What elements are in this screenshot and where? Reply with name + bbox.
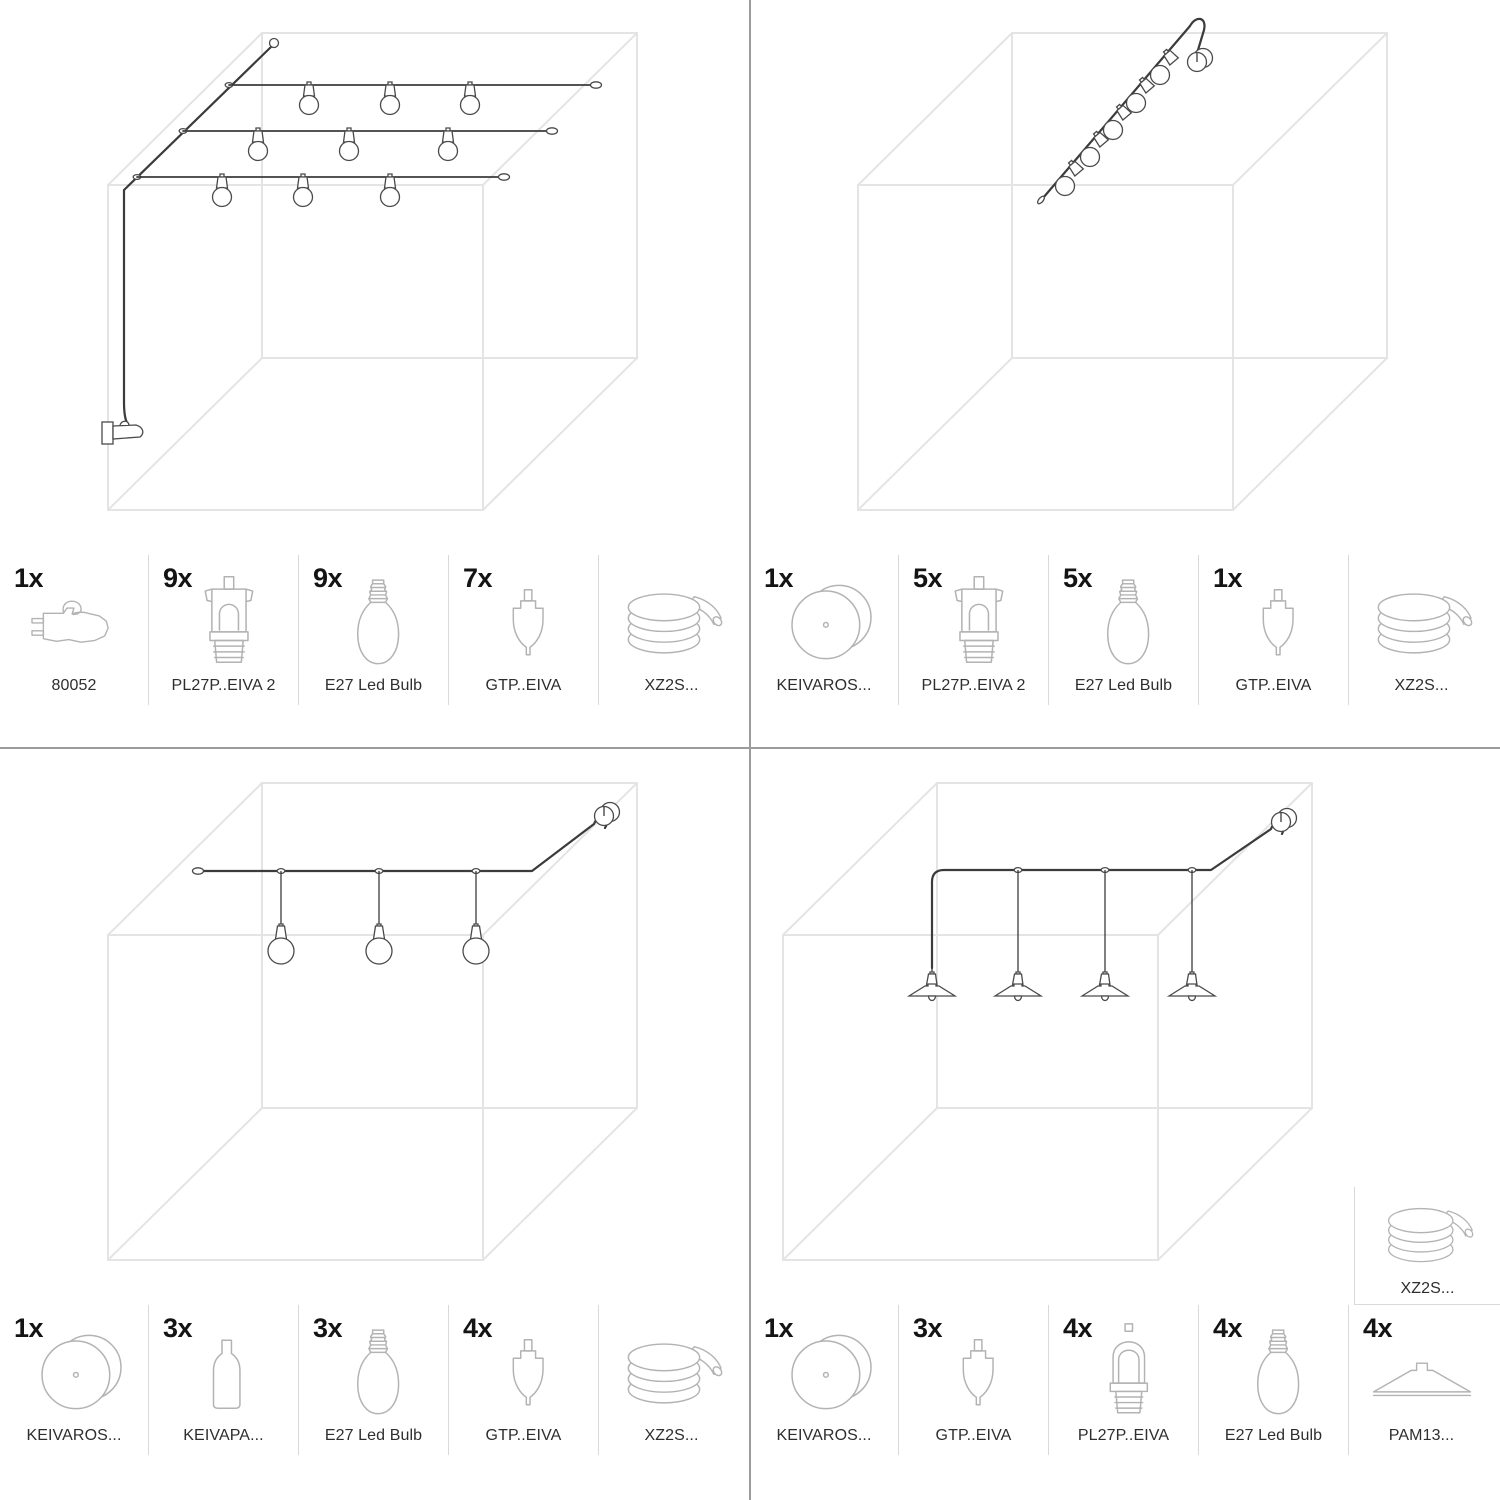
kit-card-pendant-shades[interactable] (750, 750, 1500, 1500)
kit-card-string-grid[interactable] (0, 0, 750, 750)
part-code: KEIVAROS... (776, 1427, 872, 1444)
part-quantity: 4x (1363, 1313, 1393, 1343)
lamp-holder-icon (947, 575, 1009, 670)
part-item[interactable] (1048, 555, 1198, 705)
part-item[interactable] (598, 555, 744, 705)
part-quantity: 3x (313, 1313, 343, 1343)
part-code: XZ2S... (1394, 677, 1449, 694)
wall-plug-icon (102, 421, 143, 444)
part-item[interactable] (0, 1305, 148, 1455)
part-item[interactable] (898, 555, 1048, 705)
terminal-icon (502, 587, 554, 661)
cable-end-loop (270, 39, 279, 48)
part-code: KEIVAROS... (26, 1427, 122, 1444)
part-quantity: 1x (14, 563, 44, 593)
cable-coil-icon (1379, 1198, 1477, 1272)
terminal-icon (952, 1337, 1004, 1411)
part-quantity: 1x (1213, 563, 1243, 593)
lamp-holder-icon (197, 575, 259, 670)
part-item[interactable] (1354, 1187, 1500, 1305)
installation-diagram-diagonal-string (750, 0, 1500, 555)
part-quantity: 1x (764, 1313, 794, 1343)
part-item[interactable] (298, 555, 448, 705)
part-item[interactable] (898, 1305, 1048, 1455)
part-item[interactable] (1198, 1305, 1348, 1455)
ceiling-rose-icon (35, 1329, 129, 1417)
cable-coil-icon (617, 582, 727, 664)
installation-diagram-pendant-bulbs (0, 750, 750, 1305)
part-code: KEIVAROS... (776, 677, 872, 694)
flat-shade-icon (1370, 1356, 1474, 1398)
ceiling-rose-icon (1272, 809, 1297, 832)
kit-card-pendant-bulbs[interactable] (0, 750, 750, 1500)
part-item[interactable] (750, 555, 898, 705)
part-item[interactable] (750, 1305, 898, 1455)
part-item[interactable] (148, 1305, 298, 1455)
parts-list (0, 555, 750, 705)
part-quantity: 1x (764, 563, 794, 593)
part-item[interactable] (598, 1305, 744, 1455)
part-code: PAM13... (1388, 1427, 1455, 1444)
led-bulb-icon (1252, 1328, 1304, 1418)
ceiling-rose-icon (785, 579, 879, 667)
part-code: XZ2S... (644, 1427, 699, 1444)
part-item[interactable] (298, 1305, 448, 1455)
ceiling-rose-icon (785, 1329, 879, 1417)
part-quantity: 3x (913, 1313, 943, 1343)
cable-clip-icon (209, 1338, 243, 1410)
part-code: 80052 (51, 677, 97, 694)
part-code: XZ2S... (644, 677, 699, 694)
part-quantity: 4x (463, 1313, 493, 1343)
parts-list (750, 555, 1500, 705)
cable-coil-icon (1367, 582, 1477, 664)
cable-coil-icon (617, 1332, 727, 1414)
cube-wireframe (108, 33, 637, 510)
part-quantity: 9x (163, 563, 193, 593)
cable-end-tip (1036, 195, 1045, 205)
part-quantity: 9x (313, 563, 343, 593)
part-quantity: 1x (14, 1313, 44, 1343)
kit-card-diagonal-string[interactable] (750, 0, 1500, 750)
led-bulb-icon (352, 1328, 404, 1418)
part-code: GTP..EIVA (935, 1427, 1012, 1444)
part-quantity: 4x (1213, 1313, 1243, 1343)
part-code: XZ2S... (1400, 1280, 1455, 1297)
parts-list (0, 1305, 750, 1455)
part-item[interactable] (0, 555, 148, 705)
ceiling-rose-icon (595, 803, 620, 826)
part-item[interactable] (1348, 1305, 1494, 1455)
main-cable (124, 46, 272, 432)
installation-diagram-string-grid (0, 0, 750, 555)
part-code: E27 Led Bulb (1074, 677, 1173, 694)
part-quantity: 4x (1063, 1313, 1093, 1343)
lamp-holder-cover-icon (1098, 1322, 1158, 1422)
part-code: GTP..EIVA (1235, 677, 1312, 694)
part-code: GTP..EIVA (485, 1427, 562, 1444)
led-bulb-icon (1102, 578, 1154, 668)
plug-icon (28, 598, 120, 654)
led-bulb-icon (352, 578, 404, 668)
part-code: E27 Led Bulb (1224, 1427, 1323, 1444)
part-item[interactable] (448, 555, 598, 705)
part-code: PL27P..EIVA 2 (171, 677, 276, 694)
part-code: PL27P..EIVA 2 (921, 677, 1026, 694)
main-cable (203, 816, 608, 871)
part-quantity: 3x (163, 1313, 193, 1343)
part-item[interactable] (1348, 555, 1494, 705)
parts-list (750, 1305, 1500, 1455)
part-code: E27 Led Bulb (324, 677, 423, 694)
cube-wireframe (108, 783, 637, 1260)
part-item[interactable] (148, 555, 298, 705)
part-item[interactable] (1198, 555, 1348, 705)
part-quantity: 5x (1063, 563, 1093, 593)
part-item[interactable] (448, 1305, 598, 1455)
part-quantity: 7x (463, 563, 493, 593)
part-quantity: 5x (913, 563, 943, 593)
part-code: KEIVAPA... (183, 1427, 264, 1444)
part-item[interactable] (1048, 1305, 1198, 1455)
main-cable (932, 820, 1285, 968)
terminal-icon (1252, 587, 1304, 661)
part-code: E27 Led Bulb (324, 1427, 423, 1444)
terminal-icon (502, 1337, 554, 1411)
ceiling-rose-icon (1188, 49, 1213, 72)
part-code: PL27P..EIVA (1077, 1427, 1170, 1444)
part-code: GTP..EIVA (485, 677, 562, 694)
